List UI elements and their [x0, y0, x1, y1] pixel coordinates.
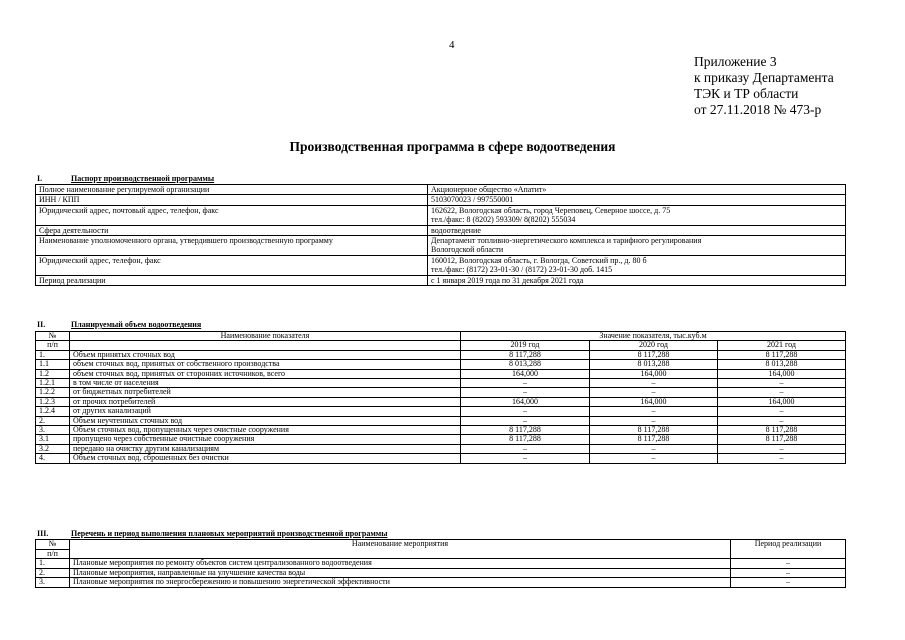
table-row — [36, 369, 846, 378]
passport-value — [428, 225, 846, 235]
section-heading — [37, 320, 201, 329]
table-row — [36, 275, 846, 285]
indicator-value: – — [590, 407, 718, 416]
passport-value-line: 160012, Вологодская область, г. Вологда, Советский пр., д. 80 б — [431, 255, 647, 265]
measure-name: Плановые мероприятия по ремонту объектов систем централизованного водоотведения — [70, 559, 731, 569]
indicator-name: объем сточных вод, принятых от собственного производства — [70, 360, 461, 369]
row-number: 3.1 — [36, 435, 70, 444]
indicator-value: 8 013,288 — [461, 360, 590, 369]
table-row — [36, 416, 846, 425]
col-header-num2: п/п — [36, 341, 70, 350]
indicator-value: 164,000 — [461, 369, 590, 378]
appendix-line: Приложение 3 — [694, 54, 777, 69]
table-row — [36, 360, 846, 369]
indicator-value: – — [718, 388, 846, 397]
indicator-value: 8 013,288 — [590, 360, 718, 369]
table-row — [36, 195, 846, 205]
indicator-value: – — [590, 444, 718, 453]
col-header-num: № — [36, 540, 70, 550]
table-row — [36, 578, 846, 588]
passport-value — [428, 255, 846, 275]
document-title: Производственная программа в сфере водоотведения — [289, 139, 616, 154]
section-heading — [37, 174, 214, 183]
indicator-name: от других канализаций — [70, 407, 461, 416]
indicator-value: – — [461, 388, 590, 397]
indicator-name: объем сточных вод, принятых от сторонних источников, всего — [70, 369, 461, 378]
indicator-value: 8 013,288 — [718, 360, 846, 369]
passport-label: Юридический адрес, телефон, факс — [36, 255, 428, 275]
indicator-name: от бюджетных потребителей — [70, 388, 461, 397]
indicator-value: 8 117,288 — [590, 350, 718, 359]
passport-value-line: Акционерное общество «Апатит» — [431, 185, 547, 194]
indicator-value: – — [718, 444, 846, 453]
col-header-value: Значение показателя, тыс.куб.м — [461, 332, 846, 341]
measure-name: Плановые мероприятия, направленные на улучшение качества воды — [70, 568, 731, 578]
table-row — [36, 388, 846, 397]
table-row — [36, 379, 846, 388]
passport-value-line: тел./факс: 8 (8202) 593309/ 8(8202) 555034 — [431, 215, 576, 225]
passport-table — [35, 184, 846, 286]
measure-name: Плановые мероприятия по энергосбережению и повышению энергетической эффективности — [70, 578, 731, 588]
row-number: 1.2 — [36, 369, 70, 378]
section-title: Паспорт производственной программы — [71, 174, 215, 183]
table-row — [36, 225, 846, 235]
row-number: 1.2.1 — [36, 379, 70, 388]
passport-label: Юридический адрес, почтовый адрес, телефон, факс — [36, 205, 428, 225]
indicator-value: – — [461, 416, 590, 425]
passport-value-line: с 1 января 2019 года по 31 декабря 2021 года — [431, 275, 584, 285]
table-row — [36, 435, 846, 444]
row-number: 1. — [36, 350, 70, 359]
section-heading — [37, 529, 387, 538]
indicator-name: от прочих потребителей — [70, 397, 461, 406]
indicator-value: – — [718, 379, 846, 388]
page-number: 4 — [449, 39, 455, 51]
passport-value-line: Департамент топливно-энергетического комплекса и тарифного регулирования — [431, 236, 702, 246]
indicator-value: – — [590, 454, 718, 463]
indicator-value: 164,000 — [718, 369, 846, 378]
indicator-value: – — [461, 454, 590, 463]
col-header-year: 2021 год — [718, 341, 846, 350]
section-title: Перечень и период выполнения плановых мероприятий производственной программы — [71, 529, 388, 538]
row-number: 2. — [36, 416, 70, 425]
indicator-value: 164,000 — [590, 369, 718, 378]
row-number: 4. — [36, 454, 70, 463]
table-row — [36, 407, 846, 416]
indicator-name: пропущено через собственные очистные сооружения — [70, 435, 461, 444]
indicator-value: 164,000 — [718, 397, 846, 406]
table-row — [36, 205, 846, 225]
empty-cell — [70, 341, 461, 350]
passport-value-line: 162622, Вологодская область, город Череповец, Северное шоссе, д. 75 — [431, 205, 671, 215]
indicator-value: 164,000 — [461, 397, 590, 406]
indicator-value: 8 117,288 — [718, 350, 846, 359]
row-number: 1.2.3 — [36, 397, 70, 406]
table-row — [36, 350, 846, 359]
indicator-value: 8 117,288 — [461, 426, 590, 435]
indicator-name: Объем принятых сточных вод — [70, 350, 461, 359]
col-header-name: Наименование мероприятия — [70, 540, 731, 559]
indicator-value: 164,000 — [590, 397, 718, 406]
col-header-num2: п/п — [36, 549, 70, 559]
indicator-value: 8 117,288 — [590, 426, 718, 435]
table-row — [36, 454, 846, 463]
table-row — [36, 236, 846, 256]
indicator-name: Объем сточных вод, пропущенных через очистные сооружения — [70, 426, 461, 435]
indicator-value: – — [590, 379, 718, 388]
indicator-value: 8 117,288 — [718, 435, 846, 444]
passport-value — [428, 205, 846, 225]
passport-label: Период реализации — [36, 275, 428, 285]
row-number: 2. — [36, 568, 70, 578]
passport-label: ИНН / КПП — [36, 195, 428, 205]
indicator-value: – — [461, 407, 590, 416]
table-row — [36, 559, 846, 569]
row-number: 1.2.4 — [36, 407, 70, 416]
row-number: 3.2 — [36, 444, 70, 453]
section-title: Планируемый объем водоотведения — [71, 320, 202, 329]
table-row — [36, 568, 846, 578]
appendix-line: к приказу Департамента — [694, 70, 834, 85]
row-number: 1.1 — [36, 360, 70, 369]
table-row — [36, 397, 846, 406]
indicator-value: – — [718, 454, 846, 463]
passport-value-line: тел./факс: (8172) 23-01-30 / (8172) 23-01-30 доб. 1415 — [431, 265, 613, 275]
indicator-value: 8 117,288 — [461, 350, 590, 359]
col-header-year: 2019 год — [461, 341, 590, 350]
section-number: III. — [37, 529, 49, 538]
passport-value — [428, 185, 846, 195]
indicator-value: – — [461, 444, 590, 453]
indicator-value: – — [718, 407, 846, 416]
appendix-line: ТЭК и ТР области — [694, 86, 799, 101]
passport-value — [428, 195, 846, 205]
table-row — [36, 426, 846, 435]
col-header-period: Период реализации — [731, 540, 846, 559]
row-number: 1. — [36, 559, 70, 569]
measure-period: – — [731, 559, 846, 569]
passport-label: Полное наименование регулируемой организации — [36, 185, 428, 195]
measure-period: – — [731, 578, 846, 588]
passport-label: Наименование уполномоченного органа, утвердившего производственную программу — [36, 236, 428, 256]
passport-value-line: водоотведение — [431, 225, 481, 235]
indicator-name: Объем неучтенных сточных вод — [70, 416, 461, 425]
section-number: II. — [37, 320, 46, 329]
col-header-year: 2020 год — [590, 341, 718, 350]
row-number: 3. — [36, 426, 70, 435]
passport-value — [428, 236, 846, 256]
table-row — [36, 444, 846, 453]
passport-value-line: Вологодской области — [431, 245, 504, 255]
col-header-num: № — [36, 332, 70, 341]
table-row — [36, 185, 846, 195]
row-number: 1.2.2 — [36, 388, 70, 397]
volume-table — [35, 331, 846, 464]
indicator-value: 8 117,288 — [718, 426, 846, 435]
passport-value — [428, 275, 846, 285]
indicator-name: в том числе от населения — [70, 379, 461, 388]
passport-label: Сфера деятельности — [36, 225, 428, 235]
indicator-value: – — [590, 416, 718, 425]
row-number: 3. — [36, 578, 70, 588]
appendix-block — [694, 54, 834, 118]
indicator-value: 8 117,288 — [461, 435, 590, 444]
indicator-name: Объем сточных вод, сброшенных без очистки — [70, 454, 461, 463]
passport-value-line: 5103070023 / 997550001 — [431, 195, 514, 205]
appendix-line: от 27.11.2018 № 473-р — [694, 102, 822, 117]
table-row — [36, 255, 846, 275]
indicator-value: 8 117,288 — [590, 435, 718, 444]
measure-period: – — [731, 568, 846, 578]
measures-table — [35, 539, 846, 588]
indicator-value: – — [590, 388, 718, 397]
col-header-name: Наименование показателя — [70, 332, 461, 341]
section-number: I. — [37, 174, 43, 183]
indicator-value: – — [718, 416, 846, 425]
indicator-name: передано на очистку другим канализациям — [70, 444, 461, 453]
indicator-value: – — [461, 379, 590, 388]
